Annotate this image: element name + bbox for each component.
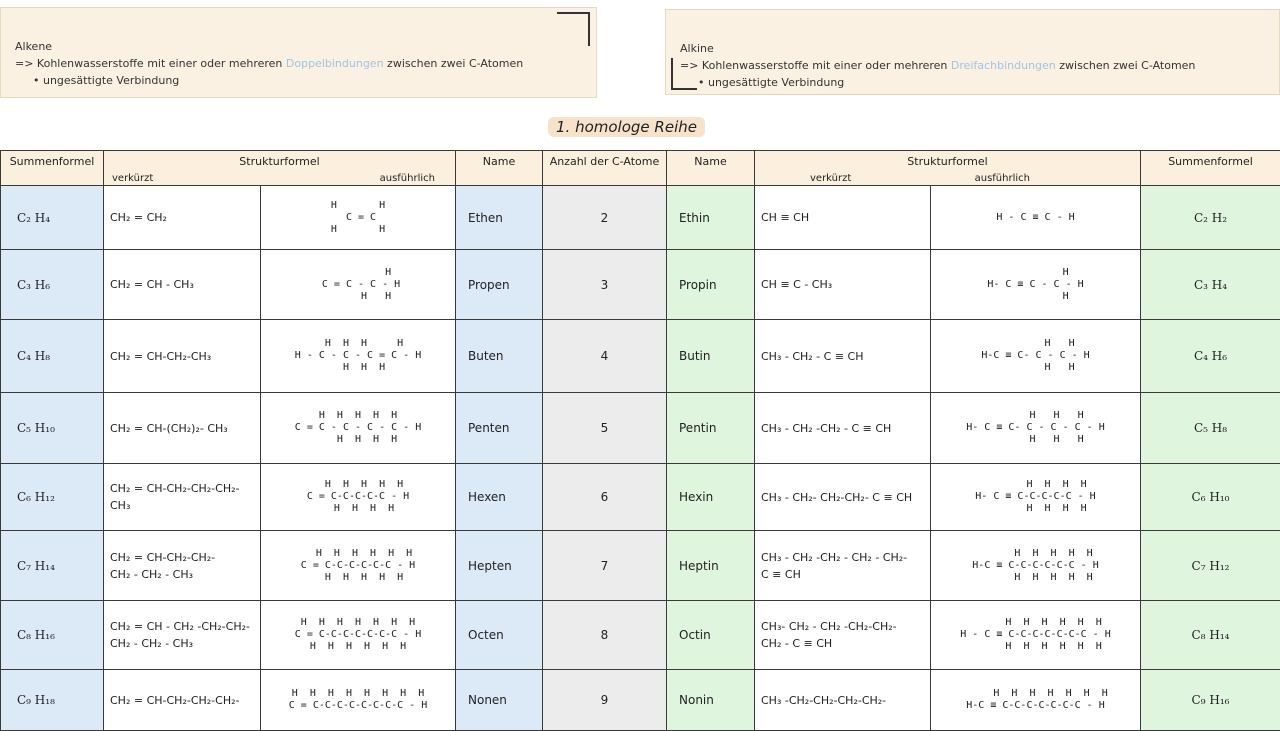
alkine-name: Butin: [667, 320, 755, 393]
header-ausfuehrlich-right: ausführlich: [975, 173, 1030, 184]
alkine-note-suffix: zwischen zwei C-Atomen: [1059, 59, 1195, 72]
carbon-count: 9: [543, 670, 667, 731]
strukturformel-full-right: H - C ≡ C - H: [931, 186, 1141, 250]
strukturformel-short-right: CH ≡ CH: [755, 186, 931, 250]
alkene-note-bullet: • ungesättigte Verbindung: [15, 72, 582, 89]
summenformel-right: C₄ H₆: [1141, 320, 1280, 393]
strukturformel-short-right: CH₃- CH₂ - CH₂ -CH₂-CH₂- CH₂ - C ≡ CH: [755, 601, 931, 670]
summenformel-left: C₇ H₁₄: [1, 531, 104, 601]
strukturformel-full-right: H H H H H H-C ≡ C-C-C-C-C-C - H H H H H H: [931, 531, 1141, 601]
alkene-name: Hexen: [456, 464, 543, 531]
table-row: [1, 464, 1280, 531]
strukturformel-full-left: H H H H H C = C-C-C-C-C - H H H H H: [261, 464, 456, 531]
header-name-right: Name: [667, 151, 755, 186]
alkene-note-suffix: zwischen zwei C-Atomen: [387, 57, 523, 70]
strukturformel-short-right: CH₃ -CH₂-CH₂-CH₂-CH₂-: [755, 670, 931, 731]
strukturformel-full-right: H H H H- C ≡ C- C - C - C - H H H H: [931, 393, 1141, 464]
alkine-name: Pentin: [667, 393, 755, 464]
carbon-count: 7: [543, 531, 667, 601]
summenformel-right: C₃ H₄: [1141, 250, 1280, 320]
summenformel-left: C₆ H₁₂: [1, 464, 104, 531]
summenformel-right: C₈ H₁₄: [1141, 601, 1280, 670]
alkine-name: Octin: [667, 601, 755, 670]
table-row: [1, 250, 1280, 320]
header-strukturformel-left: Strukturformel verkürzt ausführlich: [104, 151, 456, 186]
alkine-note-highlight: Dreifachbindungen: [951, 59, 1056, 72]
table-row: [1, 531, 1280, 601]
strukturformel-short-left: CH₂ = CH-CH₂-CH₂- CH₂ - CH₂ - CH₃: [104, 531, 261, 601]
header-strukturformel-right: Strukturformel verkürzt ausführlich: [755, 151, 1141, 186]
header-name-left: Name: [456, 151, 543, 186]
strukturformel-short-right: CH₃ - CH₂ -CH₂ - C ≡ CH: [755, 393, 931, 464]
table-row: [1, 320, 1280, 393]
strukturformel-full-right: H H- C ≡ C - C - H H: [931, 250, 1141, 320]
carbon-count: 6: [543, 464, 667, 531]
table-header-row: [1, 151, 1280, 186]
alkine-note-prefix: => Kohlenwasserstoffe mit einer oder mehreren: [680, 59, 947, 72]
alkine-note-title: Alkine: [680, 40, 1265, 57]
strukturformel-short-left: CH₂ = CH-CH₂-CH₃: [104, 320, 261, 393]
strukturformel-short-right: CH₃ - CH₂ - C ≡ CH: [755, 320, 931, 393]
corner-bracket-icon: [557, 12, 590, 46]
alkene-note-title: Alkene: [15, 38, 582, 55]
summenformel-left: C₃ H₆: [1, 250, 104, 320]
alkine-name: Propin: [667, 250, 755, 320]
strukturformel-full-left: H C = C - C - H H H: [261, 250, 456, 320]
alkene-name: Ethen: [456, 186, 543, 250]
header-verkuerzt-right: verkürzt: [810, 173, 851, 184]
table-row: [1, 393, 1280, 464]
strukturformel-short-left: CH₂ = CH-(CH₂)₂- CH₃: [104, 393, 261, 464]
alkene-name: Nonen: [456, 670, 543, 731]
carbon-count: 3: [543, 250, 667, 320]
alkene-name: Penten: [456, 393, 543, 464]
strukturformel-short-right: CH₃ - CH₂ -CH₂ - CH₂ - CH₂- C ≡ CH: [755, 531, 931, 601]
strukturformel-short-left: CH₂ = CH-CH₂-CH₂-CH₂- CH₃: [104, 464, 261, 531]
header-verkuerzt-left: verkürzt: [112, 173, 153, 184]
summenformel-left: C₄ H₈: [1, 320, 104, 393]
corner-bracket-icon: [671, 58, 697, 90]
table-row: [1, 670, 1280, 731]
summenformel-right: C₅ H₈: [1141, 393, 1280, 464]
carbon-count: 2: [543, 186, 667, 250]
strukturformel-short-left: CH₂ = CH - CH₃: [104, 250, 261, 320]
strukturformel-full-left: H H H H H C = C - C - C - C - H H H H H: [261, 393, 456, 464]
summenformel-right: C₂ H₂: [1141, 186, 1280, 250]
header-anzahl: Anzahl der C-Atome: [543, 151, 667, 186]
alkene-name: Propen: [456, 250, 543, 320]
summenformel-right: C₆ H₁₀: [1141, 464, 1280, 531]
strukturformel-short-left: CH₂ = CH-CH₂-CH₂-CH₂-: [104, 670, 261, 731]
table-row: [1, 601, 1280, 670]
alkine-note: [665, 9, 1280, 95]
strukturformel-short-left: CH₂ = CH₂: [104, 186, 261, 250]
header-ausfuehrlich-left: ausführlich: [380, 173, 435, 184]
alkene-note-prefix: => Kohlenwasserstoffe mit einer oder mehreren: [15, 57, 282, 70]
header-summenformel-right: Summenformel: [1141, 151, 1280, 186]
summenformel-left: C₂ H₄: [1, 186, 104, 250]
summenformel-left: C₅ H₁₀: [1, 393, 104, 464]
alkene-name: Buten: [456, 320, 543, 393]
strukturformel-full-left: H H H H H H H C = C-C-C-C-C-C-C - H H H H H H H: [261, 601, 456, 670]
strukturformel-short-right: CH₃ - CH₂- CH₂-CH₂- C ≡ CH: [755, 464, 931, 531]
alkine-name: Nonin: [667, 670, 755, 731]
summenformel-right: C₇ H₁₂: [1141, 531, 1280, 601]
strukturformel-full-right: H H H H H- C ≡ C-C-C-C-C - H H H H H: [931, 464, 1141, 531]
alkine-name: Hexin: [667, 464, 755, 531]
alkine-name: Heptin: [667, 531, 755, 601]
carbon-count: 8: [543, 601, 667, 670]
section-title: 1. homologe Reihe: [548, 117, 705, 137]
strukturformel-short-left: CH₂ = CH - CH₂ -CH₂-CH₂- CH₂ - CH₂ - CH₃: [104, 601, 261, 670]
alkine-name: Ethin: [667, 186, 755, 250]
alkene-name: Octen: [456, 601, 543, 670]
strukturformel-full-right: H H H H H H H H-C ≡ C-C-C-C-C-C-C - H: [931, 670, 1141, 731]
strukturformel-full-right: H H H H H H H - C ≡ C-C-C-C-C-C-C - H H H H H H H: [931, 601, 1141, 670]
alkene-note-highlight: Doppelbindungen: [286, 57, 384, 70]
alkine-note-bullet: • ungesättigte Verbindung: [680, 74, 1265, 91]
alkene-note: [0, 7, 597, 98]
strukturformel-full-left: H H H H H H H H C = C-C-C-C-C-C-C-C - H: [261, 670, 456, 731]
strukturformel-full-left: H H H H H - C - C - C = C - H H H H: [261, 320, 456, 393]
carbon-count: 4: [543, 320, 667, 393]
summenformel-left: C₈ H₁₆: [1, 601, 104, 670]
alkene-name: Hepten: [456, 531, 543, 601]
strukturformel-full-left: H H C = C H H: [261, 186, 456, 250]
table-row: [1, 186, 1280, 250]
strukturformel-full-right: H H H-C ≡ C- C - C - H H H: [931, 320, 1141, 393]
strukturformel-short-right: CH ≡ C - CH₃: [755, 250, 931, 320]
summenformel-right: C₉ H₁₆: [1141, 670, 1280, 731]
homologous-series-table: [0, 150, 1280, 731]
summenformel-left: C₉ H₁₈: [1, 670, 104, 731]
carbon-count: 5: [543, 393, 667, 464]
header-summenformel: Summenformel: [1, 151, 104, 186]
strukturformel-full-left: H H H H H H C = C-C-C-C-C-C - H H H H H H: [261, 531, 456, 601]
